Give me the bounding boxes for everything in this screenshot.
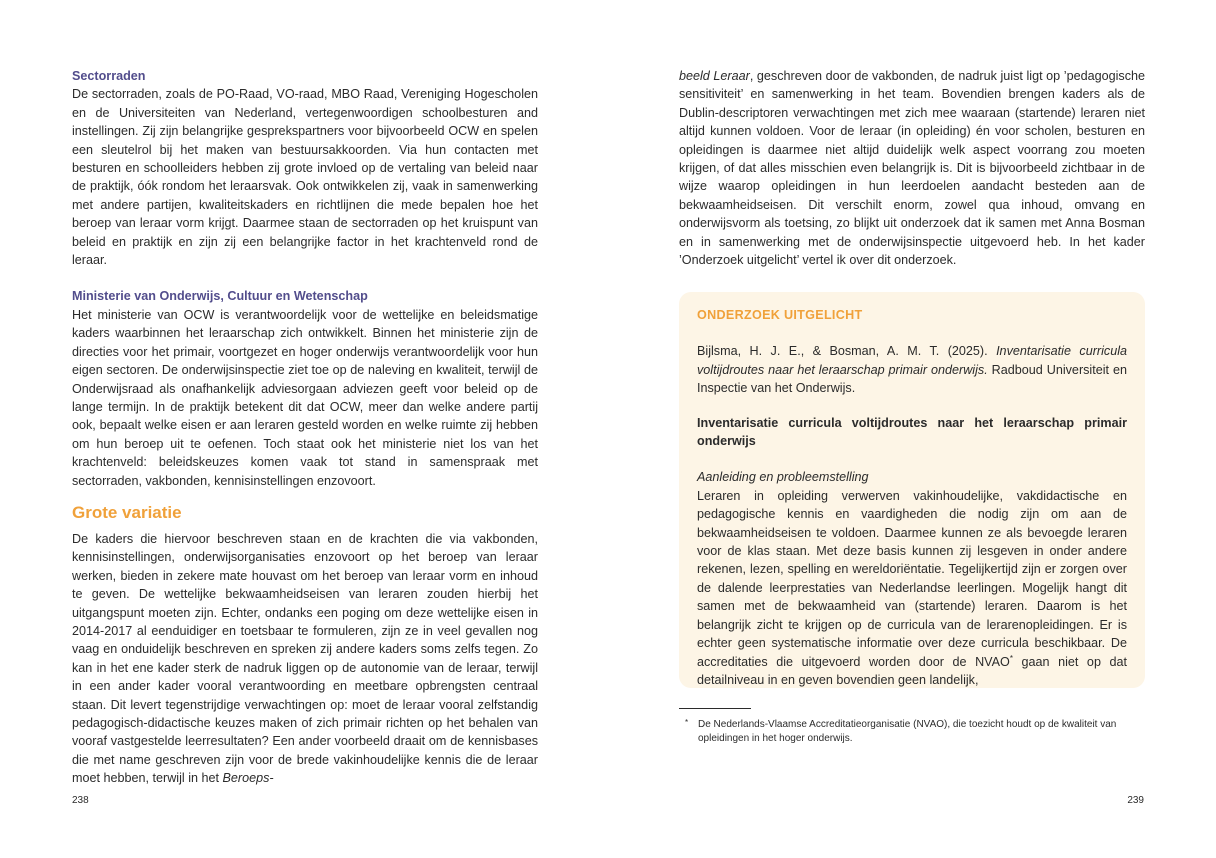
box-label: ONDERZOEK UITGELICHT [697,308,863,322]
citation-title: Inventarisatie curricula voltijdroutes naar het leraarschap primair onderwijs. [697,344,1127,377]
page-number-right: 239 [1127,795,1144,806]
grote-variatie-text: De kaders die hiervoor beschreven staan en de krachten die via vakbonden, kennisinstellingen, onderwijsorganisaties enzovoort op het beroep van leraar werken, bieden in zekere mate houvast om het beroep van leraar vorm en inhoud te geven. De wettelijke bekwaamheidseisen van leraren zouden hierbij het uitgangspunt moeten zijn. Echter, ondanks een poging om deze wettelijke eisen in 2014-2017 al eenduidiger en toetsbaar te formuleren, zijn ze in veel gevallen nog vaag en onduidelijk beschreven en spreken zij andere kaders soms zelfs tegen. Zo kan in het ene kader sterk de nadruk liggen op de autonomie van de leraar, terwijl in een ander kader vooral verantwoording en meetbare opbrengsten centraal staan. Dit levert tegenstrijdige verwachtingen op: moet de leraar vooral zelfstandig pedagogisch-didactische keuzes maken of zich primair richten op het behalen van vooraf vastgestelde leerresultaten? Een ander voorbeeld draait om de kennisbases die met name geschreven zijn voor de brede vakinhoudelijke kennis die de leraar moet hebben, terwijl in het [72,531,538,786]
box-citation [697,342,1127,397]
grote-variatie-italic: Beroeps- [222,771,274,786]
footnote [679,718,1147,745]
box-paragraph [697,487,1127,688]
page-number-left: 238 [72,795,89,806]
box-text-after: gaan niet op dat detailniveau in en geven bovendien geen landelijk, [697,654,1127,687]
footnote-divider [679,708,751,709]
citation-publisher: Radboud Universiteit en Inspectie van het Onderwijs. [697,362,1127,396]
ministerie-paragraph: Het ministerie van OCW is verantwoordelijk voor de wettelijke en beleidsmatige kaders waarbinnen het leraarschap zich ontwikkelt. Binnen het ministerie zijn de directies voor het primair, voortgezet en hoger onderwijs verantwoordelijk voor hun eigen sectoren. De onderwijsinspectie ziet toe op de naleving en kwaliteit, terwijl de Onderwijsraad als onafhankelijk adviesorgaan adviezen geeft voor beleid op de lange termijn. In de praktijk betekent dit dat OCW, meer dan welke andere partij ook, bepaalt welke eisen er aan leraren gesteld worden en welke ruimte zij hebben om hun beroep uit te oefenen. Toch staat ook het ministerie niet los van het krachtenveld: beleidskeuzes komen vaak tot stand in samenspraak met sectorraden, vakbonden, kennisinstellingen enzovoort. [72,307,538,488]
sectorraden-heading: Sectorraden [72,69,146,83]
footnote-mark: * [685,718,689,727]
right-page [608,0,1216,858]
citation-authors: Bijlsma, H. J. E., & Bosman, A. M. T. (2025). [697,344,997,359]
continuation-paragraph [679,67,1145,269]
continuation-italic: beeld Leraar [679,69,750,83]
grote-variatie-heading: Grote variatie [72,502,182,522]
box-text-before: Leraren in opleiding verwerven vakinhoudelijke, vakdidactische en pedagogische kennis en vaardigheden die nodig zijn om aan de bekwaamheidseisen te voldoen. Daarmee kunnen ze als bevoegde leraren voor de klas staan. Met deze basis kunnen zij lesgeven in onder andere rekenen, lezen, spelling en wereldoriëntatie. Tegelijkertijd zijn er zorgen over de dalende leerprestaties van Nederlandse leerlingen. Mogelijk hangt dit samen met de bekwaamheid van (startende) leraren. Daarom is het belangrijk zicht te krijgen op de curricula van de lerarenopleidingen. Er is echter geen systematische informatie over deze curricula beschikbaar. De accreditaties die uitgevoerd worden door de NVAO [697,488,1127,669]
grote-variatie-paragraph [72,530,538,788]
left-column [72,67,538,788]
footnote-reference[interactable]: * [1009,653,1013,663]
onderzoek-uitgelicht-box [679,292,1145,688]
box-title: Inventarisatie curricula voltijdroutes naar het leraarschap primair onderwijs [697,415,1127,449]
footnote-text: De Nederlands-Vlaamse Accreditatieorganisatie (NVAO), die toezicht houdt op de kwaliteit van opleidingen in het hoger onderwijs. [698,719,1117,744]
sectorraden-paragraph: De sectorraden, zoals de PO-Raad, VO-raad, MBO Raad, Vereniging Hogescholen en de Universiteiten van Nederland, vertegenwoordigen schoolbesturen and instellingen. Zij zijn belangrijke gesprekspartners voor bijvoorbeeld OCW en spelen een sleutelrol bij het maken van bestuursakkoorden. Via hun contacten met besturen en schoolleiders hebben zij grote invloed op de vertaling van beleid naar de praktijk, óók rondom het leraarsvak. Ook ontwikkelen zij, vaak in samenwerking met andere partijen, kwaliteitskaders en richtlijnen die mede bepalen hoe het beroep van leraar vorm krijgt. Daarmee staan de sectorraden op het kruispunt van beleid en praktijk en zijn zij een belangrijke factor in het krachtenveld rond de leraar. [72,87,538,268]
box-subheading: Aanleiding en probleemstelling [697,470,869,485]
ministerie-heading: Ministerie van Onderwijs, Cultuur en Wetenschap [72,289,368,304]
right-column [679,67,1145,269]
continuation-text: , geschreven door de vakbonden, de nadruk juist ligt op ’pedagogische sensitiviteit’ en samenwerking in het team. Bovendien brengen kaders als de Dublin-descriptoren verwachtingen met zich mee waaraan (startende) leraren niet altijd kunnen voldoen. Voor de leraar (in opleiding) én voor scholen, besturen en opleidingen is daarmee niet altijd duidelijk welk aspect voorrang zou moeten krijgen, of dat alles misschien even belangrijk is. Dit is bijvoorbeeld zichtbaar in de wijze waarop opleidingen in hun leerdoelen aandacht besteden aan de bekwaamheidseisen. Dit verschilt enorm, zowel qua inhoud, omvang en onderwijsvorm als toetsing, zo blijkt uit onderzoek dat ik samen met Anna Bosman en in samenwerking met de onderwijsinspectie uitgevoerd heb. In het kader ’Onderzoek uitgelicht’ vertel ik over dit onderzoek. [679,69,1145,268]
